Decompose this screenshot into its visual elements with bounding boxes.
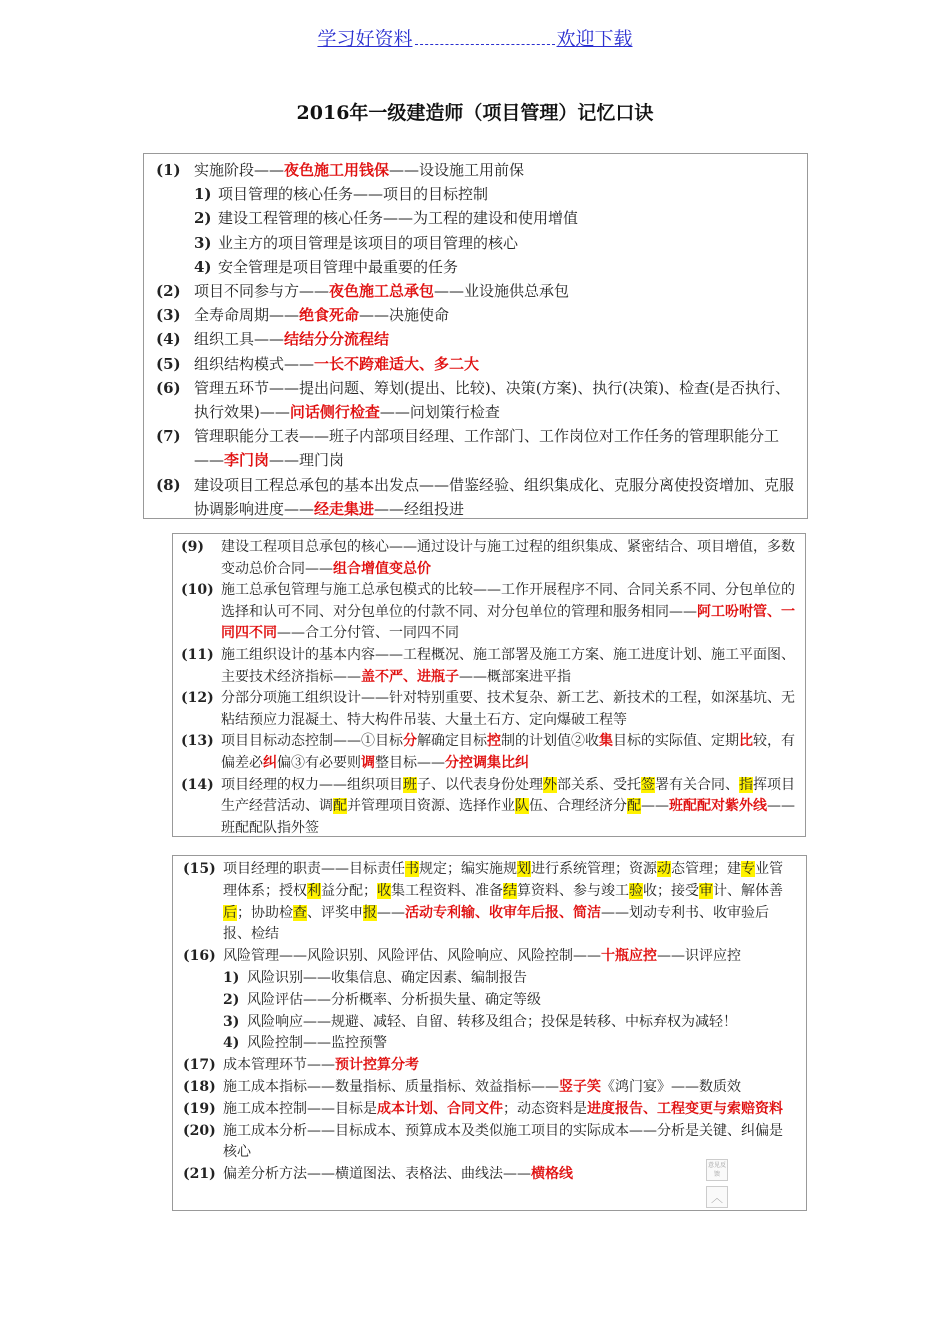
- mnemonic-red: 预计控算分考: [335, 1057, 419, 1074]
- text: 制的计划值②收: [501, 733, 599, 750]
- item-6: [156, 376, 797, 424]
- item-1: [156, 158, 797, 182]
- item-text: [194, 158, 797, 182]
- item-21: [183, 1164, 796, 1186]
- item-text: [221, 580, 795, 645]
- text: 成本管理环节——: [223, 1057, 335, 1074]
- item-text: [194, 376, 797, 424]
- text: 集工程资料、准备: [391, 882, 503, 899]
- page-title: 2016年一级建造师（项目管理）记忆口诀: [296, 102, 654, 124]
- item-11: [181, 645, 795, 688]
- item-text: [194, 473, 797, 521]
- subitem-number: 1): [194, 185, 212, 204]
- text: 目标的实际值、定期: [613, 733, 739, 750]
- mnemonic-red: 夜色施工用钱保: [284, 161, 390, 179]
- scroll-up-icon[interactable]: ︿: [706, 1186, 728, 1208]
- item-number: (12): [181, 690, 214, 707]
- key-char-red: 比: [739, 733, 753, 750]
- key-char-red: 纠: [263, 754, 277, 771]
- text: ——决施使命: [359, 306, 450, 325]
- item-text: 分部分项施工组织设计——针对特别重要、技术复杂、新工艺、新技术的工程，如深基坑、无粘结预应力混凝土、特大构件吊装、大量土石方、定向爆破工程等: [221, 690, 795, 728]
- mnemonic-red: 竖子笑: [559, 1078, 601, 1095]
- text: ——问划策行检查: [379, 403, 500, 422]
- mnemonic-red: 盖不严、进瓶子: [361, 668, 459, 685]
- item-5: [156, 352, 797, 376]
- item-number: (13): [181, 733, 214, 750]
- item-9: [181, 537, 795, 580]
- text: 部关系、受托: [557, 776, 641, 793]
- subitem-number: 1): [223, 969, 240, 986]
- item-20: [183, 1121, 796, 1165]
- highlight-char: 报: [363, 904, 377, 921]
- text: 全寿命周期——: [194, 306, 300, 325]
- mnemonic-red: 夜色施工总承包: [329, 282, 435, 301]
- text: 挥项目生产经营活动、调: [221, 776, 795, 815]
- text: ——业设施供总承包: [434, 282, 570, 301]
- item-text: [194, 303, 797, 327]
- item-13: [181, 731, 795, 774]
- mnemonic-box-3: [172, 855, 807, 1211]
- item-number: (10): [181, 582, 214, 599]
- text: ——设设施工用前保: [389, 161, 525, 179]
- highlight-char: 收: [377, 882, 391, 899]
- item-number: (16): [183, 948, 216, 965]
- mnemonic-red: 绝食死命: [299, 306, 360, 325]
- key-char-red: 调: [361, 754, 375, 771]
- item-number: (21): [183, 1166, 216, 1183]
- highlight-char: 配: [627, 798, 641, 815]
- subitem-1: [183, 968, 796, 990]
- subitem-4: [183, 1033, 796, 1055]
- text: ——划动专利书、收审验后报、检结: [223, 904, 769, 943]
- feedback-icon[interactable]: 意见反馈: [706, 1159, 728, 1181]
- subitem-text: 风险响应——规避、减轻、自留、转移及组合；投保是转移、中标弃权为减轻！: [247, 1013, 737, 1030]
- item-2: [156, 279, 797, 303]
- mnemonic-box-1: [143, 153, 808, 519]
- subitem-text: 风险控制——监控预警: [247, 1035, 387, 1052]
- item-18: [183, 1077, 796, 1099]
- mnemonic-red: 活动专利输、收审年后报、简洁: [405, 904, 601, 921]
- item-number: (17): [183, 1057, 216, 1074]
- mnemonic-red: 成本计划、合同文件: [377, 1100, 503, 1117]
- highlight-char: 外: [543, 776, 557, 793]
- item-15: [183, 859, 796, 946]
- header-link-right[interactable]: 欢迎下载: [556, 28, 633, 50]
- mnemonic-red: 班配配对紫外线: [669, 798, 767, 815]
- mnemonic-box-2: [172, 533, 806, 837]
- highlight-char: 配: [333, 798, 347, 815]
- text: 项目经理的权力——组织项目: [221, 776, 403, 793]
- item-text: [223, 1099, 796, 1121]
- highlight-char: 专: [741, 861, 755, 877]
- text: ——理门岗: [269, 451, 345, 470]
- subitem-2: [183, 990, 796, 1012]
- mnemonic-red: 问话侧行检查: [289, 403, 380, 422]
- mnemonic-red: 十瓶应控: [601, 948, 657, 965]
- highlight-char: 指: [739, 776, 753, 793]
- mnemonic-red: 进度报告、工程变更与索赔资料: [587, 1100, 783, 1117]
- item-number: (1): [156, 161, 181, 179]
- highlight-char: 查: [293, 904, 307, 921]
- text: ；协助检: [237, 904, 293, 921]
- text: 子、以代表身份处理: [417, 776, 543, 793]
- subitem-text: 安全管理是项目管理中最重要的任务: [218, 257, 459, 276]
- item-8: [156, 473, 797, 521]
- subitem-3: [183, 1012, 796, 1034]
- item-14: [181, 775, 795, 840]
- mnemonic-red: 李门岗: [224, 451, 270, 470]
- subitem-number: 3): [223, 1013, 240, 1030]
- key-char-red: 控: [487, 733, 501, 750]
- text: ——识评应控: [657, 948, 741, 965]
- item-number: (14): [181, 776, 214, 793]
- subitem-number: 3): [194, 233, 212, 252]
- highlight-char: 划: [517, 861, 531, 877]
- mnemonic-red: 横格线: [531, 1166, 573, 1183]
- subitem-text: 项目管理的核心任务——项目的目标控制: [218, 185, 489, 204]
- text: 偏③有必要则: [277, 754, 361, 771]
- item-19: [183, 1099, 796, 1121]
- key-char-red: 集: [599, 733, 613, 750]
- mnemonic-red: 结结分分流程结: [284, 330, 390, 349]
- text: 较，有偏差必: [221, 733, 795, 771]
- mnemonic-red: 阿工吩咐管、一同四不同: [221, 603, 795, 642]
- text: ——: [641, 798, 669, 815]
- item-text: [221, 731, 795, 774]
- text: 整目标——: [375, 754, 445, 771]
- item-number: (18): [183, 1078, 216, 1095]
- subitem-number: 4): [194, 257, 212, 276]
- item-number: (3): [156, 306, 181, 325]
- mnemonic-red: 经走集进: [314, 499, 375, 518]
- text: ——: [377, 904, 405, 921]
- item-number: (2): [156, 282, 181, 301]
- subitem-3: [156, 231, 797, 255]
- subitem-number: 4): [223, 1035, 240, 1052]
- highlight-char: 动: [657, 861, 671, 877]
- highlight-char: 签: [641, 776, 655, 793]
- text: 规定；编实施规: [419, 861, 517, 877]
- item-text: [223, 1077, 796, 1099]
- text: 实施阶段——: [194, 161, 285, 179]
- subitem-1: [156, 182, 797, 206]
- text: 偏差分析方法——横道图法、表格法、曲线法——: [223, 1166, 531, 1183]
- item-text: [194, 279, 797, 303]
- item-text: [221, 775, 795, 840]
- subitem-number: 2): [223, 991, 240, 1008]
- text: 项目目标动态控制——①目标: [221, 733, 403, 750]
- item-12: [181, 688, 795, 731]
- highlight-char: 审: [699, 882, 713, 899]
- subitem-number: 2): [194, 209, 212, 228]
- subitem-text: 风险识别——收集信息、确定因素、编制报告: [247, 969, 527, 986]
- text: 并管理项目资源、选择作业: [347, 798, 515, 815]
- item-text: [223, 946, 796, 968]
- text: 益分配；: [321, 882, 377, 899]
- text: ——概部案进平指: [459, 668, 571, 685]
- text: 组织工具——: [194, 330, 285, 349]
- header-underline-gap: [415, 28, 555, 45]
- key-char-red: 分: [403, 733, 417, 750]
- text: 组织结构模式——: [194, 354, 315, 373]
- text: 进行系统管理；资源: [531, 861, 657, 877]
- item-number: (9): [181, 539, 204, 555]
- item-10: [181, 580, 795, 645]
- header-link-left[interactable]: 学习好资料: [317, 28, 413, 50]
- text: 收；接受: [643, 882, 699, 899]
- subitem-text: 业主方的项目管理是该项目的项目管理的核心: [218, 233, 519, 252]
- text: 建设项目工程总承包的基本出发点——借鉴经验、组织集成化、克服分离使投资增加、克服协调影响进度——: [194, 475, 795, 518]
- text: ——合工分付管、一同四不同: [277, 625, 459, 642]
- item-number: (8): [156, 475, 181, 494]
- text: 《鸿门宴》——数质效: [601, 1078, 741, 1095]
- item-number: (15): [183, 861, 216, 877]
- subitem-text: 风险评估——分析概率、分析损失量、确定等级: [247, 991, 541, 1008]
- subitem-4: [156, 255, 797, 279]
- item-text: [221, 537, 795, 580]
- item-number: (5): [156, 354, 181, 373]
- text: 管理职能分工表——班子内部项目经理、工作部门、工作岗位对工作任务的管理职能分工——: [194, 427, 780, 470]
- item-text: [194, 327, 797, 351]
- mnemonic-red: 组合增值变总价: [333, 560, 431, 577]
- text: 施工总承包管理与施工总承包模式的比较——工作开展程序不同、合同关系不同、分包单位的选择和认可不同、对分包单位的付款不同、对分包单位的管理和服务相同——: [221, 582, 795, 620]
- text: 管理五环节——提出问题、筹划(提出、比较)、决策(方案)、执行(决策)、检查(是否执行、执行效果)——: [194, 378, 790, 422]
- item-text: [194, 352, 797, 376]
- text: 算资料、参与竣工: [517, 882, 629, 899]
- highlight-char: 后: [223, 904, 237, 921]
- item-text: [223, 1055, 796, 1077]
- text: 建设工程项目总承包的核心——通过设计与施工过程的组织集成、紧密结合、项目增值，多数变动总价合同——: [221, 539, 795, 577]
- item-7: [156, 424, 797, 472]
- highlight-char: 结: [503, 882, 517, 899]
- item-number: (19): [183, 1100, 216, 1117]
- text: 计、解体善: [713, 882, 783, 899]
- item-3: [156, 303, 797, 327]
- text: 施工成本指标——数量指标、质量指标、效益指标——: [223, 1078, 559, 1095]
- item-number: (4): [156, 330, 181, 349]
- text: ——经组投进: [374, 499, 465, 518]
- item-text: [194, 424, 797, 472]
- text: 施工成本控制——目标是: [223, 1100, 377, 1117]
- text: ——班配配队指外签: [221, 798, 795, 836]
- highlight-char: 验: [629, 882, 643, 899]
- text: 风险管理——风险识别、风险评估、风险响应、风险控制——: [223, 948, 601, 965]
- text: 业管理体系；授权: [223, 861, 783, 899]
- highlight-char: 利: [307, 882, 321, 899]
- text: 项目不同参与方——: [194, 282, 330, 301]
- item-16: [183, 946, 796, 968]
- subitem-2: [156, 206, 797, 230]
- item-number: (6): [156, 378, 181, 397]
- item-number: (11): [181, 646, 214, 663]
- text: 署有关合同、: [655, 776, 739, 793]
- item-17: [183, 1055, 796, 1077]
- text: 解确定目标: [417, 733, 487, 750]
- text: ；动态资料是: [503, 1100, 587, 1117]
- item-text: [223, 859, 796, 946]
- highlight-char: 书: [405, 861, 419, 877]
- text: 伍、合理经济分: [529, 798, 627, 815]
- text: 态管理；建: [671, 861, 741, 877]
- item-text: 施工成本分析——目标成本、预算成本及类似施工项目的实际成本——分析是关键、纠偏是核心: [223, 1122, 783, 1161]
- item-number: (7): [156, 427, 181, 446]
- text: 、评奖申: [307, 904, 363, 921]
- item-number: (20): [183, 1122, 216, 1139]
- highlight-char: 班: [403, 776, 417, 793]
- mnemonic-red: 分控调集比纠: [445, 754, 529, 771]
- highlight-char: 队: [515, 798, 529, 815]
- page-header: [0, 24, 950, 51]
- subitem-text: 建设工程管理的核心任务——为工程的建设和使用增值: [218, 209, 579, 228]
- item-4: [156, 327, 797, 351]
- text: 项目经理的职责——目标责任: [223, 861, 405, 877]
- item-text: [221, 645, 795, 688]
- text: 施工组织设计的基本内容——工程概况、施工部署及施工方案、施工进度计划、施工平面图、主要技术经济指标——: [221, 646, 795, 685]
- mnemonic-red: 一长不跨难适大、多二大: [314, 354, 480, 373]
